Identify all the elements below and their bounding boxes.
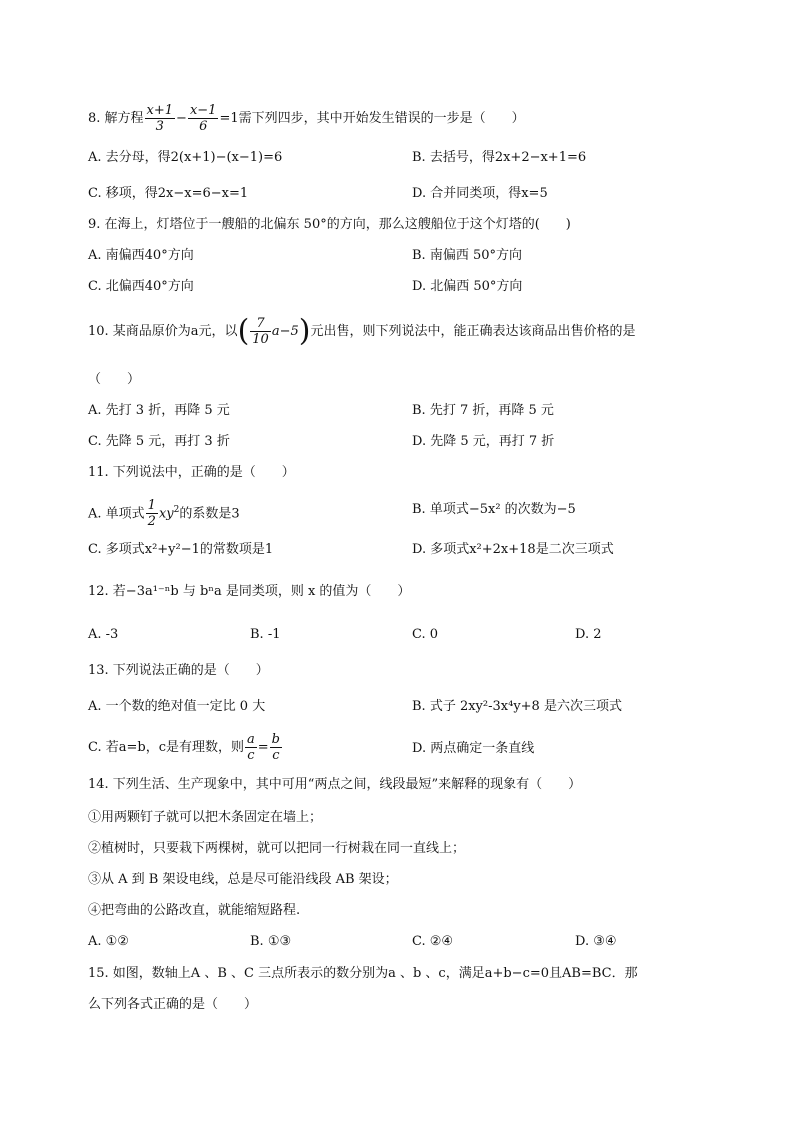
q13-option-a[interactable]: A. 一个数的绝对值一定比 0 大 (88, 699, 266, 714)
q9-option-c[interactable]: C. 北偏西40°方向 (88, 279, 194, 294)
q11-a-fraction (146, 498, 158, 529)
q11-option-c[interactable]: C. 多项式x²+y²−1的常数项是1 (88, 542, 274, 557)
q13-c-fraction-1 (245, 732, 257, 763)
q14-statement-4: ④把弯曲的公路改直，就能缩短路程. (88, 903, 301, 918)
q13-c-text: C. 若a=b，c是有理数，则 (88, 740, 244, 755)
q8-stem-tail: 需下列四步，其中开始发生错误的一步是（ ） (238, 111, 525, 126)
q10-inner-expr: a−5 (271, 324, 299, 339)
q15-stem-line-1: 15. 如图，数轴上A 、B 、C 三点所表示的数分别为a 、b 、c，满足a+b−c=0且AB=BC．那 (88, 966, 638, 981)
q14-option-d[interactable]: D. ③④ (575, 934, 617, 949)
q12-option-b[interactable]: B. -1 (250, 627, 281, 642)
q10-option-a[interactable]: A. 先打 3 折，再降 5 元 (88, 403, 230, 418)
q8-f1-denominator: 3 (155, 119, 164, 134)
q8-fraction-2 (188, 103, 219, 134)
q14-statement-1: ①用两颗钉子就可以把木条固定在墙上； (88, 810, 323, 825)
q9-option-d[interactable]: D. 北偏西 50°方向 (412, 279, 523, 294)
q11-stem: 11. 下列说法中，正确的是（ ） (88, 465, 295, 480)
q10-option-d[interactable]: D. 先降 5 元，再打 7 折 (412, 434, 555, 449)
q13-c-denominator-1: c (247, 748, 255, 763)
q13-c-denominator-2: c (272, 748, 280, 763)
q12-option-a[interactable]: A. -3 (88, 627, 119, 642)
q13-stem: 13. 下列说法正确的是（ ） (88, 663, 269, 678)
q14-option-b[interactable]: B. ①③ (250, 934, 292, 949)
q13-c-equals: = (257, 740, 269, 755)
q11-a-numerator: 1 (147, 498, 156, 514)
q13-option-c[interactable] (88, 732, 283, 764)
q11-a-variables: xy (158, 506, 174, 522)
q8-option-b[interactable]: B. 去括号，得2x+2−x+1=6 (412, 150, 587, 165)
q9-option-b[interactable]: B. 南偏西 50°方向 (412, 248, 522, 263)
q11-a-tail: 的系数是3 (179, 506, 240, 522)
q13-c-numerator-2: b (271, 732, 280, 747)
q12-option-d[interactable]: D. 2 (575, 627, 602, 642)
q14-option-a[interactable]: A. ①② (88, 934, 129, 949)
q8-fraction-1 (145, 103, 176, 134)
q10-stem-tail: 元出售，则下列说法中，能正确表达该商品出售价格的是 (310, 324, 636, 339)
q10-stem: 10. 某商品原价为a元，以( $\frac{7}{10}$ a−5)元出售，则下列说法中，能正确表达该商品出售价格的是 (88, 313, 636, 349)
q9-option-a[interactable]: A. 南偏西40°方向 (88, 248, 194, 263)
q8-equals: =1 (219, 111, 239, 126)
q12-stem: 12. 若−3a¹⁻ⁿb 与 bⁿa 是同类项，则 x 的值为（ ） (88, 584, 411, 599)
q10-denominator: 10 (252, 332, 269, 347)
q8-option-c[interactable]: C. 移项，得2x−x=6−x=1 (88, 186, 249, 201)
q14-statement-3: ③从 A 到 B 架设电线，总是尽可能沿线段 AB 架设； (88, 872, 398, 887)
q13-c-numerator-1: a (247, 732, 255, 747)
q11-a-text: A. 单项式 (88, 506, 145, 522)
q10-option-c[interactable]: C. 先降 5 元，再打 3 折 (88, 434, 230, 449)
q8-minus: − (176, 111, 187, 126)
q11-option-b[interactable]: B. 单项式−5x² 的次数为−5 (412, 502, 576, 517)
q8-stem (88, 103, 525, 134)
q8-option-d[interactable]: D. 合并同类项，得x=5 (412, 186, 548, 201)
q11-option-a[interactable]: A. 单项式 $\frac{1}{2}$ $xy^2$的系数是3 (88, 498, 240, 530)
q10-numerator: 7 (250, 316, 271, 332)
q8-option-a[interactable]: A. 去分母，得2(x+1)−(x−1)=6 (88, 150, 283, 165)
q14-option-c[interactable]: C. ②④ (412, 934, 454, 949)
q12-option-c[interactable]: C. 0 (412, 627, 439, 642)
q14-stem: 14. 下列生活、生产现象中，其中可用“两点之间，线段最短”来解释的现象有（ ） (88, 777, 582, 792)
q13-c-fraction-2 (270, 732, 282, 763)
q10-blank: （ ） (88, 372, 141, 387)
q11-option-d[interactable]: D. 多项式x²+2x+18是二次三项式 (412, 542, 614, 557)
q9-stem: 9. 在海上，灯塔位于一艘船的北偏东 50°的方向，那么这艘船位于这个灯塔的( ) (88, 217, 571, 232)
q13-option-d[interactable]: D. 两点确定一条直线 (412, 741, 535, 756)
q8-f2-numerator: x−1 (189, 103, 217, 118)
q10-stem-text: 10. 某商品原价为a元，以 (88, 324, 238, 339)
q8-f1-numerator: x+1 (146, 103, 174, 118)
q15-stem-line-2: 么下列各式正确的是（ ） (88, 997, 258, 1012)
q10-fraction (250, 316, 271, 347)
q14-statement-2: ②植树时，只要栽下两棵树，就可以把同一行树栽在同一直线上； (88, 841, 466, 856)
q10-option-b[interactable]: B. 先打 7 折，再降 5 元 (412, 403, 554, 418)
q8-stem-text: 8. 解方程 (88, 111, 144, 126)
q11-a-denominator: 2 (147, 514, 156, 530)
q8-f2-denominator: 6 (199, 119, 208, 134)
q13-option-b[interactable]: B. 式子 2xy²-3x⁴y+8 是六次三项式 (412, 699, 622, 714)
